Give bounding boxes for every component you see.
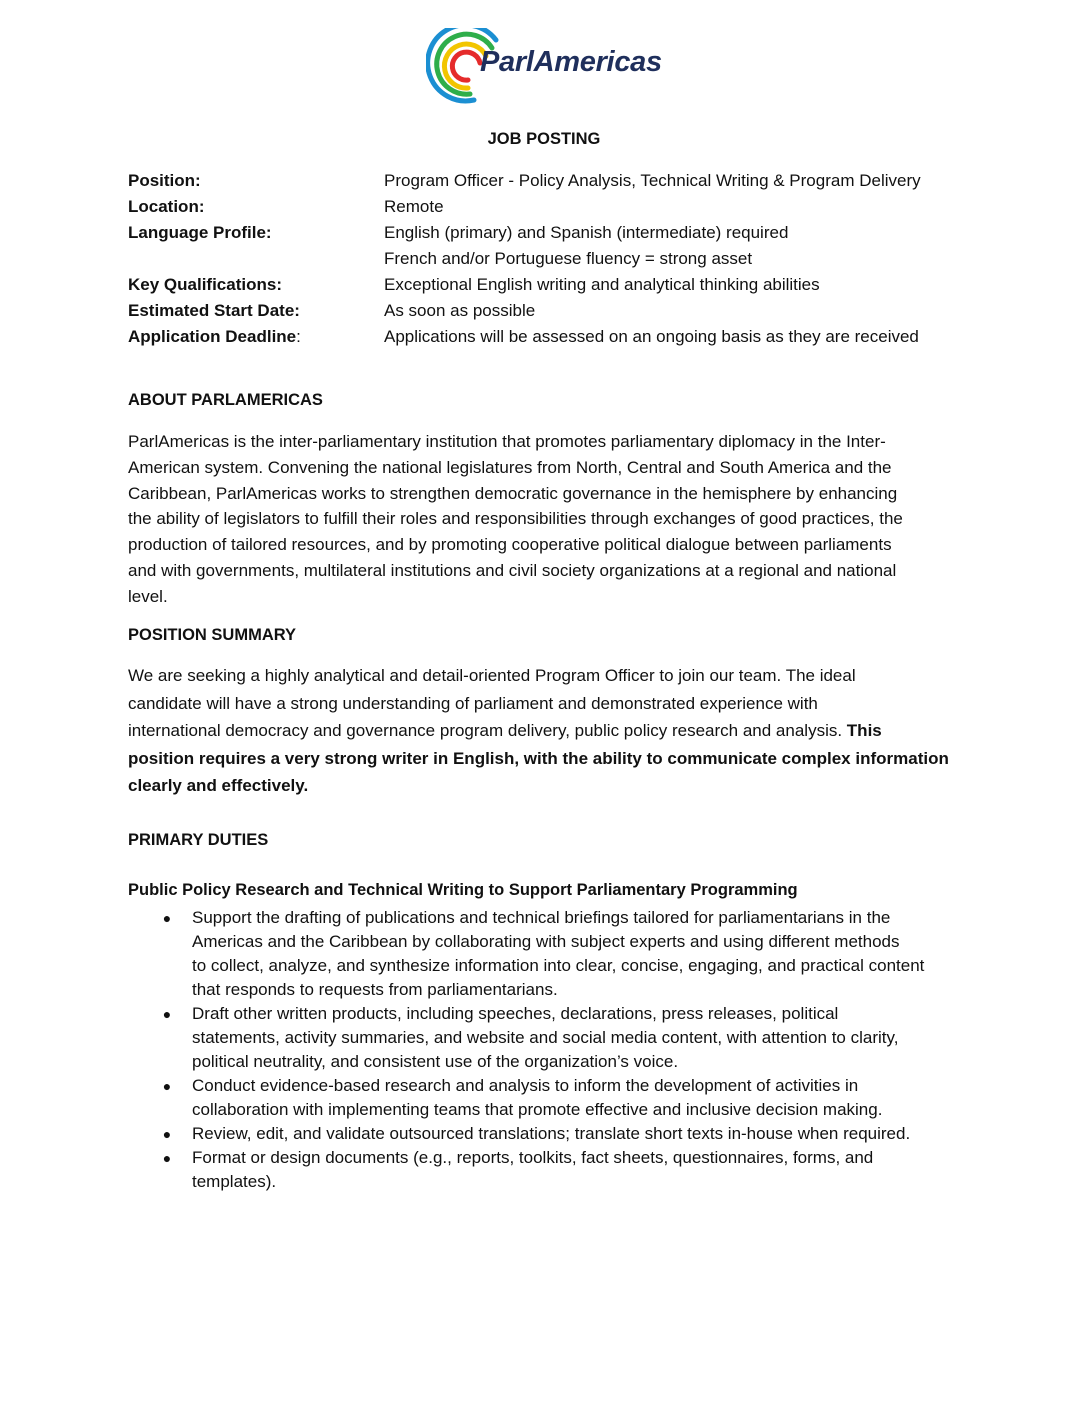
detail-position xyxy=(128,170,968,196)
summary-bold-line: clearly and effectively. xyxy=(128,776,309,795)
detail-label: Location: xyxy=(128,197,205,216)
list-item xyxy=(128,1122,968,1146)
about-heading: ABOUT PARLAMERICAS xyxy=(128,391,323,409)
detail-value: Exceptional English writing and analytical thinking abilities xyxy=(384,275,820,294)
detail-label: Position: xyxy=(128,171,201,190)
detail-label xyxy=(128,326,384,352)
duty-line: political neutrality, and consistent use of the organization’s voice. xyxy=(192,1052,679,1071)
detail-value: English (primary) and Spanish (intermediate) required xyxy=(384,223,789,242)
detail-value: French and/or Portuguese fluency = strong asset xyxy=(384,249,753,268)
duty-line: statements, activity summaries, and website and social media content, with attention to clarity, xyxy=(192,1028,899,1047)
duty-line: Americas and the Caribbean by collaborating with subject experts and using different methods xyxy=(192,932,900,951)
list-item xyxy=(128,1002,968,1074)
parlamericas-logo xyxy=(426,28,696,104)
detail-label-empty xyxy=(128,248,384,274)
bullet-icon: ● xyxy=(162,1126,172,1142)
detail-label: Key Qualifications: xyxy=(128,275,282,294)
summary-heading: POSITION SUMMARY xyxy=(128,626,297,644)
detail-language-profile xyxy=(128,222,968,248)
detail-value: Remote xyxy=(384,197,444,216)
duty-line: Conduct evidence-based research and analysis to inform the development of activities in xyxy=(192,1076,859,1095)
list-item xyxy=(128,906,968,1002)
detail-language-profile-cont xyxy=(128,248,968,274)
summary-line: We are seeking a highly analytical and detail-oriented Program Officer to join our team. The ideal xyxy=(128,666,856,685)
detail-label-colon: : xyxy=(296,327,301,346)
detail-label: Language Profile: xyxy=(128,223,272,242)
list-item xyxy=(128,1074,968,1122)
detail-key-qualifications xyxy=(128,274,968,300)
page-title: JOB POSTING xyxy=(487,130,601,148)
duty-line: Support the drafting of publications and technical briefings tailored for parliamentarians in the xyxy=(192,908,891,927)
duty-line: Review, edit, and validate outsourced translations; translate short texts in-house when required. xyxy=(192,1124,911,1143)
detail-value: As soon as possible xyxy=(384,301,536,320)
detail-value: Applications will be assessed on an ongoing basis as they are received xyxy=(384,327,919,346)
list-item xyxy=(128,1146,968,1194)
duties-heading: PRIMARY DUTIES xyxy=(128,831,269,849)
duty-line: to collect, analyze, and synthesize information into clear, concise, engaging, and practical content xyxy=(192,956,925,975)
bullet-icon: ● xyxy=(162,1006,172,1022)
about-paragraph xyxy=(128,429,968,610)
detail-label: Estimated Start Date: xyxy=(128,301,300,320)
duty-line: Draft other written products, including speeches, declarations, press releases, political xyxy=(192,1004,839,1023)
summary-bold-line: position requires a very strong writer in English, with the ability to communicate complex information xyxy=(128,748,949,768)
about-line: and with governments, multilateral institutions and civil society organizations at a regional and national xyxy=(128,560,897,580)
detail-start-date xyxy=(128,300,968,326)
duties-list xyxy=(128,906,968,1194)
detail-application-deadline xyxy=(128,326,968,352)
duty-line: templates). xyxy=(192,1172,277,1191)
job-details xyxy=(128,170,968,352)
summary-paragraph xyxy=(128,663,968,801)
duty-line: Format or design documents (e.g., reports, toolkits, fact sheets, questionnaires, forms, and xyxy=(192,1148,874,1167)
detail-location xyxy=(128,196,968,222)
summary-line xyxy=(128,718,968,746)
about-line: American system. Convening the national legislatures from North, Central and South America and the xyxy=(128,457,892,477)
bullet-icon: ● xyxy=(162,910,172,926)
bullet-icon: ● xyxy=(162,1150,172,1166)
about-line: level. xyxy=(128,586,168,606)
about-line: the ability of legislators to fulfill their roles and responsibilities through exchanges of good practices, the xyxy=(128,509,903,529)
detail-label-text: Application Deadline xyxy=(128,327,297,346)
bullet-icon: ● xyxy=(162,1078,172,1094)
about-line: ParlAmericas is the inter-parliamentary institution that promotes parliamentary diplomacy in the Inter- xyxy=(128,432,886,451)
about-line: production of tailored resources, and by promoting cooperative political dialogue between parliaments xyxy=(128,535,892,555)
summary-bold-text: This xyxy=(846,721,882,740)
summary-line: candidate will have a strong understanding of parliament and demonstrated experience with xyxy=(128,693,818,713)
duty-line: that responds to requests from parliamentarians. xyxy=(192,980,558,999)
logo-wordmark: ParlAmericas xyxy=(480,46,662,78)
duties-subheading: Public Policy Research and Technical Writing to Support Parliamentary Programming xyxy=(128,881,798,899)
summary-line-text: international democracy and governance program delivery, public policy research and analysis. xyxy=(128,721,847,740)
detail-value: Program Officer - Policy Analysis, Technical Writing & Program Delivery xyxy=(384,171,921,190)
about-line: Caribbean, ParlAmericas works to strengthen democratic governance in the hemisphere by enhancing xyxy=(128,483,898,503)
duty-line: collaboration with implementing teams that promote effective and inclusive decision making. xyxy=(192,1100,883,1119)
